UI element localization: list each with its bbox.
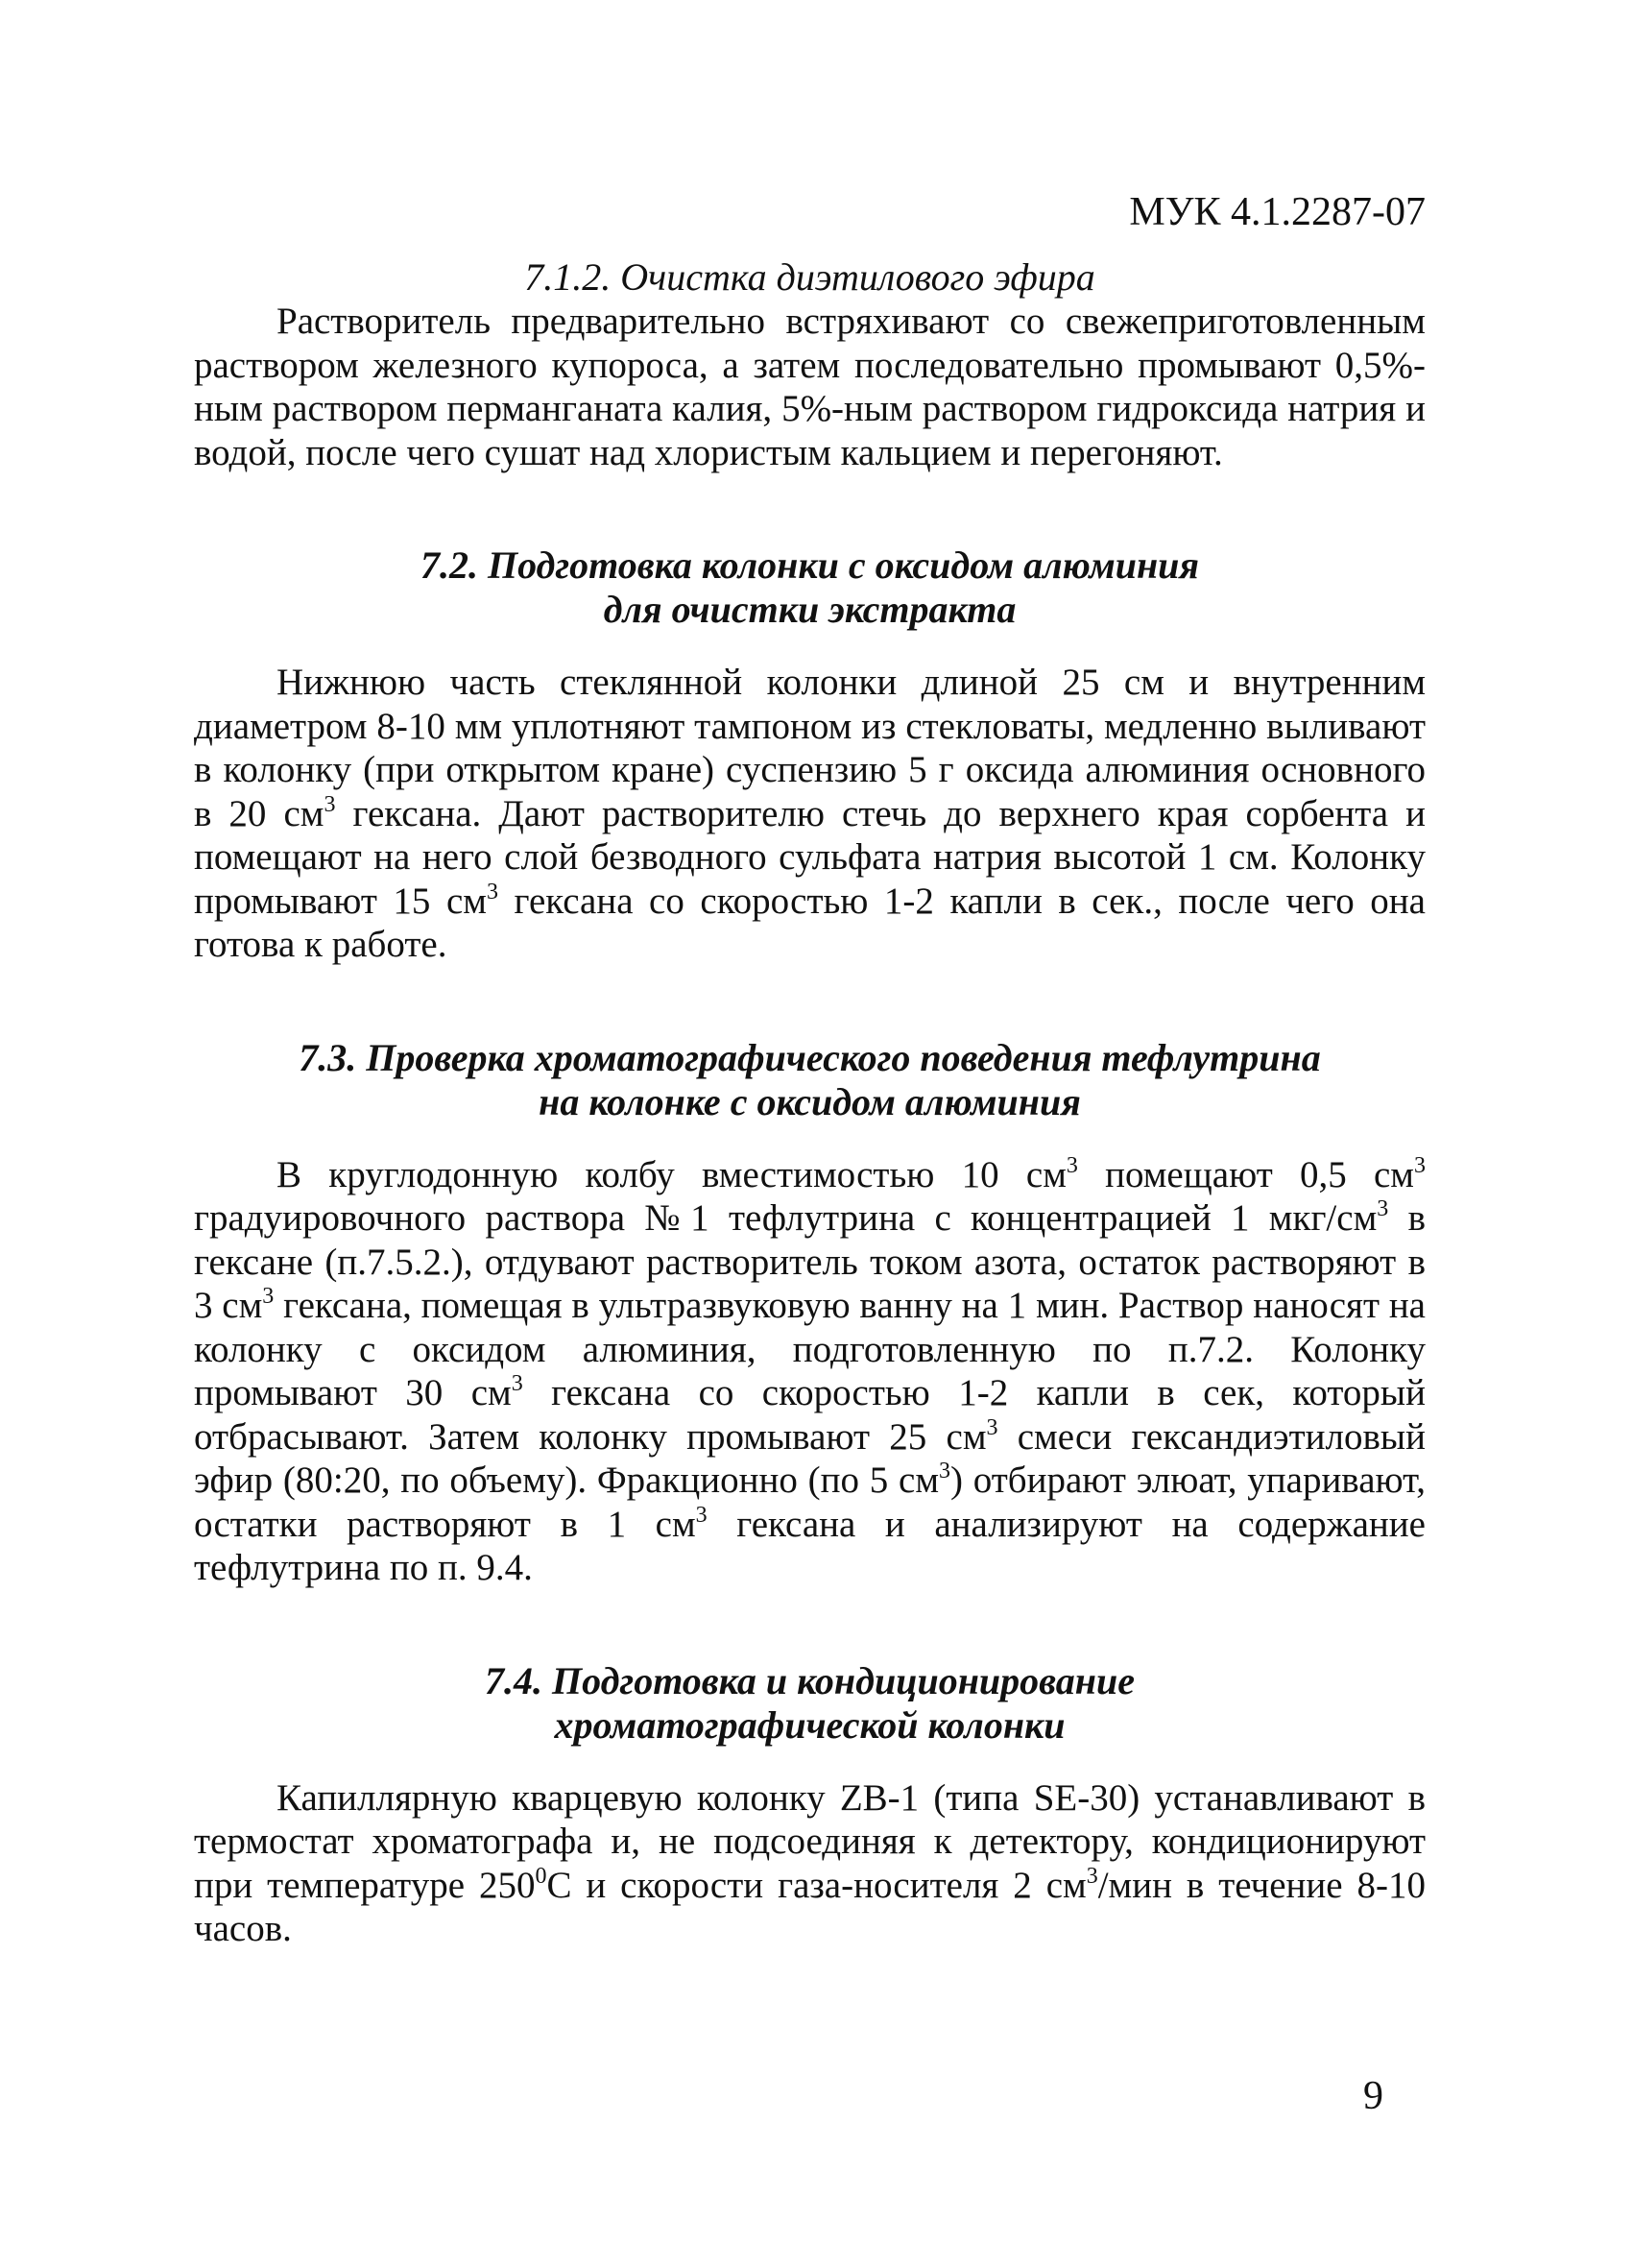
section-heading-7-3-line-1: 7.3. Проверка хроматографического поведения тефлутрина [299, 1035, 1321, 1079]
text-run: смеси гександиэтиловый эфир (80:20, по объему). Фракционно (по 5 см [194, 1415, 1426, 1501]
text-run: гексана со скоростью 1-2 капли в сек, который отбрасывают. Затем колонку промывают 25 см [194, 1372, 1426, 1458]
superscript-3: 3 [324, 791, 336, 817]
section-heading-7-4-line-1: 7.4. Подготовка и кондиционирование [485, 1658, 1135, 1702]
section-heading-7-4-line-2: хроматографической колонки [554, 1702, 1066, 1747]
page-number: 9 [1363, 2074, 1383, 2118]
superscript-3: 3 [511, 1371, 523, 1396]
section-paragraph-7-1-2: Растворитель предварительно встряхивают со свежеприготовленным раствором железного купороса, а затем последовательно промывают 0,5%-ным раствором перманганата калия, 5%-ным раствором гидроксида натрия и водой, после чего сушат над хлористым кальцием и перегоняют. [194, 301, 1426, 473]
text-run: гексана со скоростью 1-2 капли в сек., после чего она готова к работе. [194, 880, 1426, 965]
superscript-3: 3 [1066, 1152, 1078, 1178]
superscript-3: 3 [986, 1414, 998, 1440]
section-heading-7-2-line-1: 7.2. Подготовка колонки с оксидом алюминия [420, 543, 1200, 587]
text-run: гексана. Дают растворителю стечь до верхнего края сорбента и помещают на него слой безводного сульфата натрия высотой 1 см. Колонку промывают 15 см [194, 792, 1426, 922]
text-run: В круглодонную колбу вместимостью 10 см [276, 1153, 1067, 1195]
superscript-3: 3 [262, 1284, 275, 1309]
text-run: в гексане (п.7.5.2.), отдувают растворитель током азота, остаток растворяют в 3 см [194, 1197, 1426, 1326]
text-run: гексана и анализируют на содержание тефлутрина по п. 9.4. [194, 1503, 1426, 1588]
text-run: /мин в течение 8-10 часов. [194, 1864, 1426, 1949]
superscript-3: 3 [1086, 1863, 1098, 1889]
section-paragraph-7-4 [194, 1776, 1426, 1951]
text-run: Капиллярную кварцевую колонку ZB-1 (типа SE-30) устанавливают в термостат хроматографа и, не подсоединяя к детектору, кондиционируют при температуре 250 [194, 1776, 1426, 1906]
superscript-degree: 0 [535, 1863, 547, 1889]
text-run: градуировочного раствора №1 тефлутрина с концентрацией 1 мкг/см [194, 1197, 1378, 1239]
page-content [194, 255, 1426, 1951]
superscript-3: 3 [1377, 1196, 1389, 1221]
document-code: МУК 4.1.2287-07 [1129, 190, 1426, 234]
text-run: С и скорости газа-носителя 2 см [546, 1864, 1087, 1906]
section-paragraph-7-3 [194, 1153, 1426, 1590]
superscript-3: 3 [939, 1459, 951, 1484]
text-run: ) отбирают элюат, упаривают, остатки растворяют в 1 см [194, 1460, 1427, 1545]
section-heading-7-1-2: 7.1.2. Очистка диэтилового эфира [524, 255, 1095, 299]
text-run: гексана, помещая в ультразвуковую ванну на 1 мин. Раствор наносят на колонку с оксидом алюминия, подготовленную по п.7.2. Колонку промывают 30 см [194, 1285, 1426, 1413]
section-heading-7-3-line-2: на колонке с оксидом алюминия [539, 1079, 1081, 1123]
superscript-3: 3 [1413, 1152, 1426, 1178]
text-run: Нижнюю часть стеклянной колонки длиной 25 см и внутренним диаметром 8-10 мм уплотняют тампоном из стекловаты, медленно выливают в колонку (при открытом кране) суспензию 5 г оксида алюминия основного в 20 см [194, 662, 1426, 834]
superscript-3: 3 [695, 1502, 708, 1528]
superscript-3: 3 [486, 879, 498, 905]
section-heading-7-2-line-2: для очистки экстракта [603, 588, 1017, 631]
section-paragraph-7-2 [194, 661, 1426, 967]
text-run: помещают 0,5 см [1077, 1153, 1414, 1195]
